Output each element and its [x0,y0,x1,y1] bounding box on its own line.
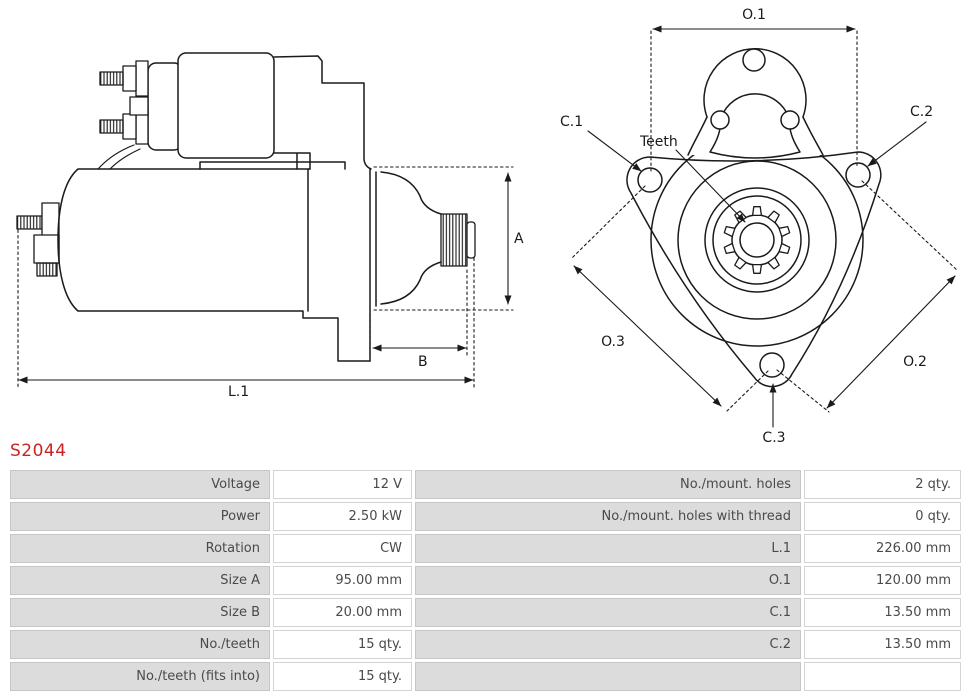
spec-label-cell: Rotation [10,534,270,563]
solenoid-wire [98,145,140,169]
spec-value-cell: 13.50 mm [804,598,961,627]
teeth-label: Teeth [640,134,678,150]
spec-value-cell: 0 qty. [804,502,961,531]
spec-label-cell [415,662,801,691]
spec-label-cell: O.1 [415,566,801,595]
side-view-drawing [17,53,524,400]
dim-label-o2: O.2 [903,354,927,370]
spec-value-cell: 15 qty. [273,630,412,659]
dim-label-o1: O.1 [742,7,766,23]
spec-table [10,470,961,691]
spec-value-cell: 226.00 mm [804,534,961,563]
part-number-title: S2044 [10,441,67,461]
spec-label-cell: No./mount. holes [415,470,801,499]
spec-label-cell: C.1 [415,598,801,627]
arch-apex-hole [743,49,765,71]
mount-hole-c2 [846,163,870,187]
spec-label-cell: L.1 [415,534,801,563]
spec-value-cell: 2 qty. [804,470,961,499]
dim-label-b: B [418,354,428,370]
spec-value-cell: CW [273,534,412,563]
spec-value-cell: 2.50 kW [273,502,412,531]
spec-value-cell: 13.50 mm [804,630,961,659]
spec-label-cell: No./mount. holes with thread [415,502,801,531]
dim-label-l1: L.1 [228,384,250,400]
drive-end-pinion [381,172,475,304]
spec-value-cell: 120.00 mm [804,566,961,595]
mount-hole-c3 [760,353,784,377]
side-view-dimensions [18,167,513,387]
mount-hole-c1 [638,168,662,192]
spec-label-cell: Size A [10,566,270,595]
spec-value-cell [804,662,961,691]
solenoid [98,53,274,169]
spec-value-cell: 20.00 mm [273,598,412,627]
top-arch [688,49,823,158]
spec-label-cell: Voltage [10,470,270,499]
rear-terminal-studs [17,203,59,276]
motor-body [58,169,370,361]
arch-left-hole [711,111,729,129]
spec-label-cell: C.2 [415,630,801,659]
spec-label-cell: No./teeth (fits into) [10,662,270,691]
spec-value-cell: 15 qty. [273,662,412,691]
arch-right-hole [781,111,799,129]
drive-end-bracket [274,56,376,361]
dim-label-c2: C.2 [910,104,934,120]
spec-value-cell: 95.00 mm [273,566,412,595]
dim-label-c1: C.1 [560,114,584,130]
spec-value-cell: 12 V [273,470,412,499]
dim-label-c3: C.3 [762,430,786,446]
spec-label-cell: Power [10,502,270,531]
front-view-drawing [560,7,958,446]
dim-label-a: A [514,231,524,247]
dim-label-o3: O.3 [601,334,625,350]
spec-label-cell: Size B [10,598,270,627]
spec-label-cell: No./teeth [10,630,270,659]
